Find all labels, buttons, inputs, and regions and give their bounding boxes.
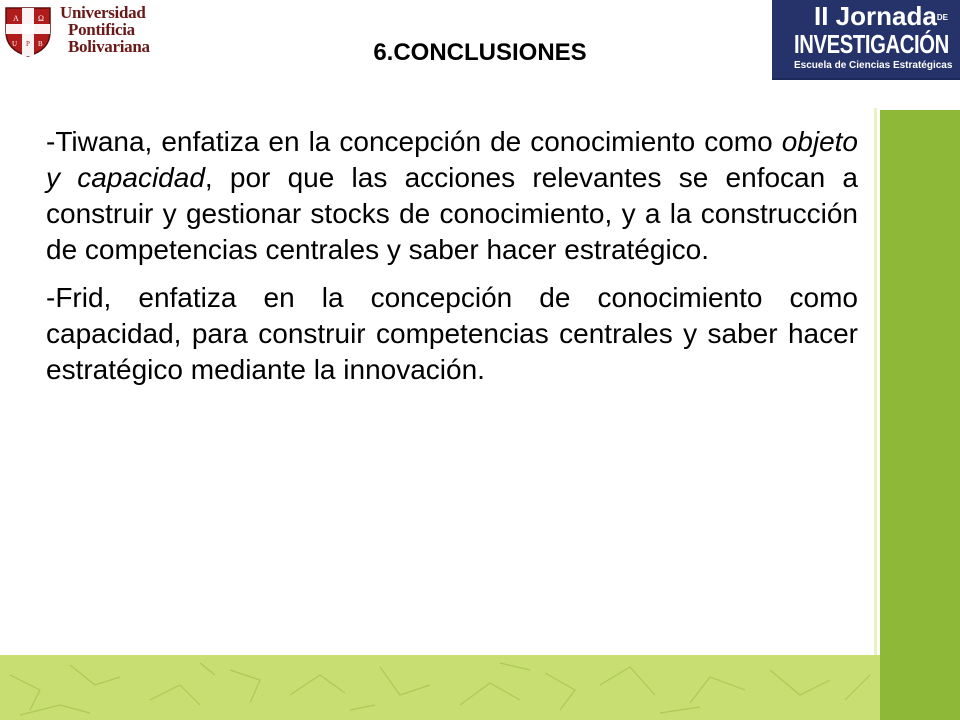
- university-line-2: Pontificia: [68, 20, 135, 39]
- university-logo: [0, 0, 175, 62]
- crest-letter: B: [38, 40, 43, 48]
- slide-title: 6.CONCLUSIONES: [373, 39, 587, 66]
- university-name: [60, 4, 150, 55]
- university-line-3: Bolivariana: [68, 37, 150, 56]
- event-badge-line-2: INVESTIGACIÓN: [794, 29, 949, 59]
- badge-divider: [772, 78, 960, 80]
- crest-letter: P: [26, 40, 30, 48]
- decorative-line: [874, 108, 877, 655]
- event-badge: [772, 0, 960, 80]
- decorative-green-bar: [880, 110, 960, 720]
- event-badge-de: DE: [936, 13, 948, 23]
- body-text: [46, 124, 858, 400]
- paragraph-tiwana: -Tiwana, enfatiza en la concepción de conocimiento como objeto y capacidad, por que las acciones relevantes se enfocan a construir y gestionar stocks de conocimiento, y a la construcción de competencias centrales y saber hacer estratégico.: [46, 126, 858, 265]
- paragraph-frid: -Frid, enfatiza en la concepción de conocimiento como capacidad, para construir competencias centrales y saber hacer estratégico mediante la innovación.: [46, 282, 858, 385]
- texture-pattern: [0, 655, 880, 720]
- crest-letter: Ω: [38, 14, 44, 23]
- university-line-1: Universidad: [60, 3, 146, 22]
- crest-letter: U: [12, 40, 18, 48]
- event-badge-line-3: Escuela de Ciencias Estratégicas: [794, 60, 953, 71]
- decorative-green-strip: [0, 655, 880, 720]
- emphasis-text: objeto y capacidad: [46, 126, 858, 193]
- event-badge-line-1: II JornadaDE: [814, 1, 948, 31]
- crest-letter: A: [13, 14, 19, 23]
- university-crest-icon: [2, 2, 54, 58]
